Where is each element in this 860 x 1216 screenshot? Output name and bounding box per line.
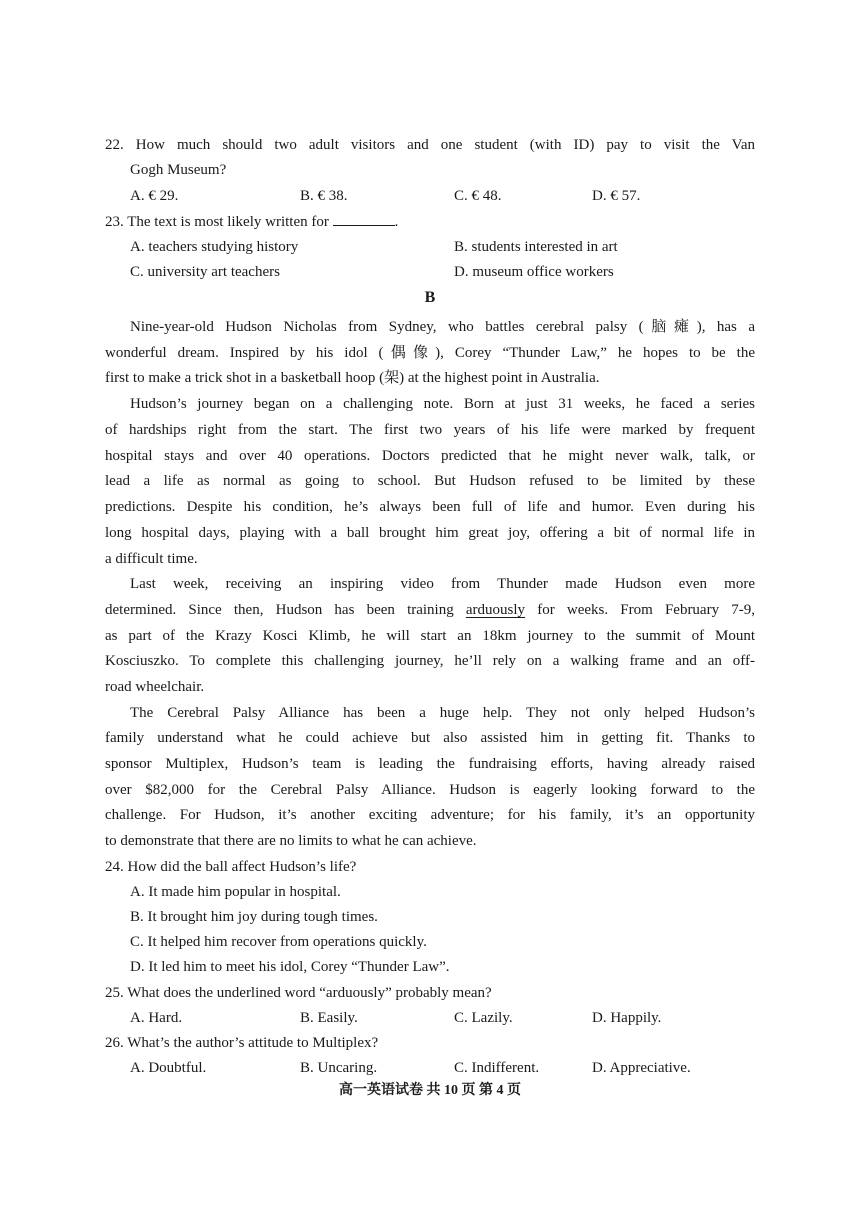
q23-stem [105,211,755,232]
q25-option-c: C. Lazily. [454,1010,513,1026]
passage-line: wonderful dream. Inspired by his idol (偶像), Corey “Thunder Law,” he hopes to be the [105,345,755,361]
passage-line [105,600,755,620]
q26-option-a: A. Doubtful. [130,1060,207,1076]
q26-option-c: C. Indifferent. [454,1060,540,1076]
passage-line: Kosciuszko. To complete this challenging journey, he’ll rely on a walking frame and an off- [105,653,755,669]
passage-text: for weeks. From February 7-9, [525,602,755,618]
q25-stem: 25. What does the underlined word “arduously” probably mean? [105,985,492,1001]
q22-option-b: B. € 38. [300,188,348,204]
q22-stem-line1: 22. How much should two adult visitors and one student (with ID) pay to visit the Van [105,137,755,153]
q26-stem: 26. What’s the author’s attitude to Multiplex? [105,1035,379,1051]
q24-option-d: D. It led him to meet his idol, Corey “Thunder Law”. [130,959,450,975]
q22-option-c: C. € 48. [454,188,502,204]
passage-line: over $82,000 for the Cerebral Palsy Alliance. Hudson is eagerly looking forward to the [105,782,755,798]
page-footer: 高一英语试卷 共 10 页 第 4 页 [339,1083,521,1098]
q23-option-a: A. teachers studying history [130,239,299,255]
passage-line: long hospital days, playing with a ball brought him great joy, offering a bit of normal life in [105,525,755,541]
q25-option-d: D. Happily. [592,1010,662,1026]
passage-line: hospital stays and over 40 operations. Doctors predicted that he might never walk, talk, or [105,448,755,464]
q24-option-a: A. It made him popular in hospital. [130,884,341,900]
q23-option-c: C. university art teachers [130,264,280,280]
q25-option-a: A. Hard. [130,1010,183,1026]
passage-line: family understand what he could achieve but also assisted him in getting fit. Thanks to [105,730,755,746]
q26-option-b: B. Uncaring. [300,1060,378,1076]
section-heading-b: B [424,289,436,306]
passage-line: as part of the Krazy Kosci Klimb, he will start an 18km journey to the summit of Mount [105,628,755,644]
q24-stem: 24. How did the ball affect Hudson’s life? [105,859,357,875]
passage-line: The Cerebral Palsy Alliance has been a huge help. They not only helped Hudson’s [130,705,755,721]
passage-line: to demonstrate that there are no limits to what he can achieve. [105,833,477,849]
passage-line: a difficult time. [105,551,198,567]
q24-option-c: C. It helped him recover from operations quickly. [130,934,427,950]
passage-text: determined. Since then, Hudson has been training [105,602,466,618]
passage-line: challenge. For Hudson, it’s another exciting adventure; for his family, it’s an opportunity [105,807,755,823]
passage-line: Nine-year-old Hudson Nicholas from Sydney, who battles cerebral palsy (脑瘫), has a [130,319,755,335]
passage-line: first to make a trick shot in a basketball hoop (架) at the highest point in Australia. [105,370,600,386]
q22-option-d: D. € 57. [592,188,641,204]
q22-option-a: A. € 29. [130,188,179,204]
passage-line: sponsor Multiplex, Hudson’s team is leading the fundraising efforts, having already raised [105,756,755,772]
q23-stem-text: 23. The text is most likely written for [105,214,329,230]
passage-line: predictions. Despite his condition, he’s always been full of life and humor. Even during his [105,499,755,515]
q25-option-b: B. Easily. [300,1010,358,1026]
passage-line: Last week, receiving an inspiring video from Thunder made Hudson even more [130,576,755,592]
answer-blank [333,211,395,226]
q23-option-b: B. students interested in art [454,239,618,255]
q23-option-d: D. museum office workers [454,264,614,280]
q24-option-b: B. It brought him joy during tough times. [130,909,378,925]
q22-stem-line2: Gogh Museum? [130,162,227,178]
q26-option-d: D. Appreciative. [592,1060,691,1076]
passage-line: lead a life as normal as going to school. But Hudson refused to be limited by these [105,473,755,489]
passage-line: road wheelchair. [105,679,205,695]
passage-line: Hudson’s journey began on a challenging note. Born at just 31 weeks, he faced a series [130,396,755,412]
underlined-word: arduously [465,602,526,618]
q23-stem-end: . [394,214,399,230]
passage-line: of hardships right from the start. The first two years of his life were marked by frequent [105,422,755,438]
